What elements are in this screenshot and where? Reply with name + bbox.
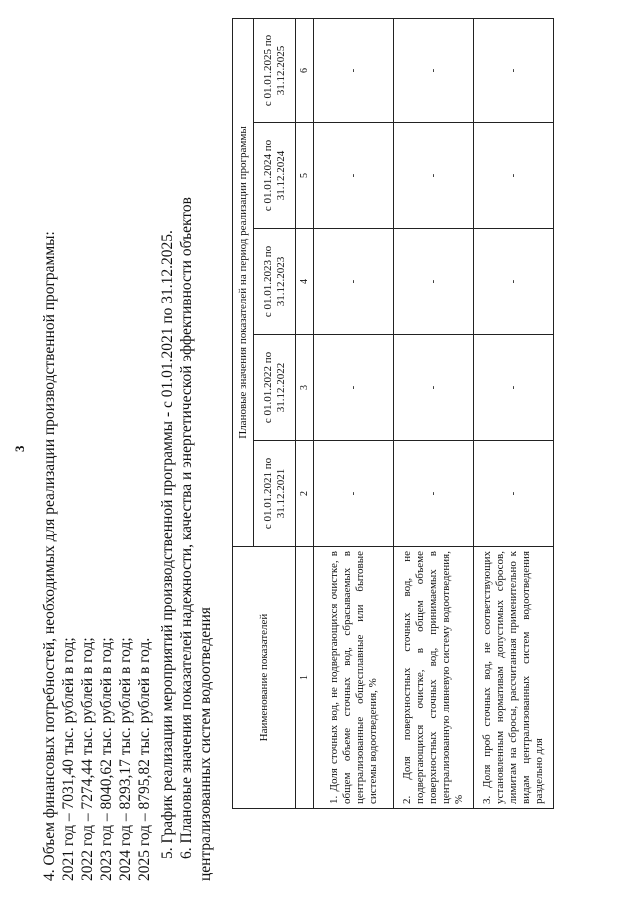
section-4	[40, 231, 154, 881]
column-number: 2	[296, 441, 314, 547]
table-cell: -	[474, 123, 554, 229]
column-number-row	[296, 18, 314, 808]
table-cell: -	[474, 441, 554, 547]
period-2025: с 01.01.2025 по 31.12.2025	[254, 18, 296, 122]
finance-year-2025: 2025 год – 8795,82 тыс. рублей в год.	[136, 637, 153, 881]
section-6-line-2: централизованных систем водоотведения	[197, 607, 214, 881]
period-2022: с 01.01.2022 по 31.12.2022	[254, 335, 296, 441]
indicator-name: 2. Доля поверхностных сточных вод, не подвергающихся очистке, в общем объеме поверхностных сточных вод, принимаемых в централизованную ливневую систему водоотведения, %	[394, 547, 474, 809]
table-cell: -	[314, 18, 394, 122]
indicator-name: 3. Доля проб сточных вод, не соответствующих установленным нормативам допустимых сбросов, лимитам на сбросы, рассчитанная применительно к видам централизованных систем водоотведения раздельно для	[474, 547, 554, 809]
indicators-table	[232, 18, 554, 809]
column-header-indicator-name: Наименование показателей	[233, 547, 296, 809]
table-row	[394, 18, 474, 808]
finance-year-2022: 2022 год – 7274,44 тыс. рублей в год;	[79, 637, 96, 881]
page-number: 3	[12, 445, 27, 452]
table-cell: -	[394, 441, 474, 547]
column-header-period: Плановые значения показателей на период реализации программы	[233, 18, 254, 546]
table-cell: -	[314, 123, 394, 229]
table-cell: -	[474, 335, 554, 441]
finance-year-2023: 2023 год – 8040,62 тыс. рублей в год;	[98, 637, 115, 881]
table-cell: -	[474, 18, 554, 122]
indicator-name: 1. Доля сточных вод, не подвергающихся очистке, в общем объеме сточных вод, сбрасываемых в централизованные общесплавные или бытовые системы водоотведения, %	[314, 547, 394, 809]
table-row	[314, 18, 394, 808]
column-number: 4	[296, 229, 314, 335]
section-5: 5. График реализации мероприятий производственной программы - с 01.01.2021 по 31.12.2025.	[159, 230, 176, 859]
finance-year-2021: 2021 год – 7031,40 тыс. рублей в год;	[60, 637, 77, 881]
period-2021: с 01.01.2021 по 31.12.2021	[254, 441, 296, 547]
table-cell: -	[314, 335, 394, 441]
period-2024: с 01.01.2024 по 31.12.2024	[254, 123, 296, 229]
table-cell: -	[394, 123, 474, 229]
section-6-line-1: 6. Плановые значения показателей надежности, качества и энергетической эффективности объектов	[178, 197, 195, 859]
column-number: 1	[296, 547, 314, 809]
column-number: 6	[296, 18, 314, 122]
finance-year-2024: 2024 год – 8293,17 тыс. рублей в год;	[117, 637, 134, 881]
table-cell: -	[314, 441, 394, 547]
table-cell: -	[314, 229, 394, 335]
section-4-title: 4. Объем финансовых потребностей, необходимых для реализации производственной программы:	[41, 231, 58, 881]
table-cell: -	[394, 335, 474, 441]
column-number: 3	[296, 335, 314, 441]
table-row	[474, 18, 554, 808]
table-cell: -	[394, 18, 474, 122]
table-cell: -	[474, 229, 554, 335]
period-2023: с 01.01.2023 по 31.12.2023	[254, 229, 296, 335]
column-number: 5	[296, 123, 314, 229]
table-cell: -	[394, 229, 474, 335]
